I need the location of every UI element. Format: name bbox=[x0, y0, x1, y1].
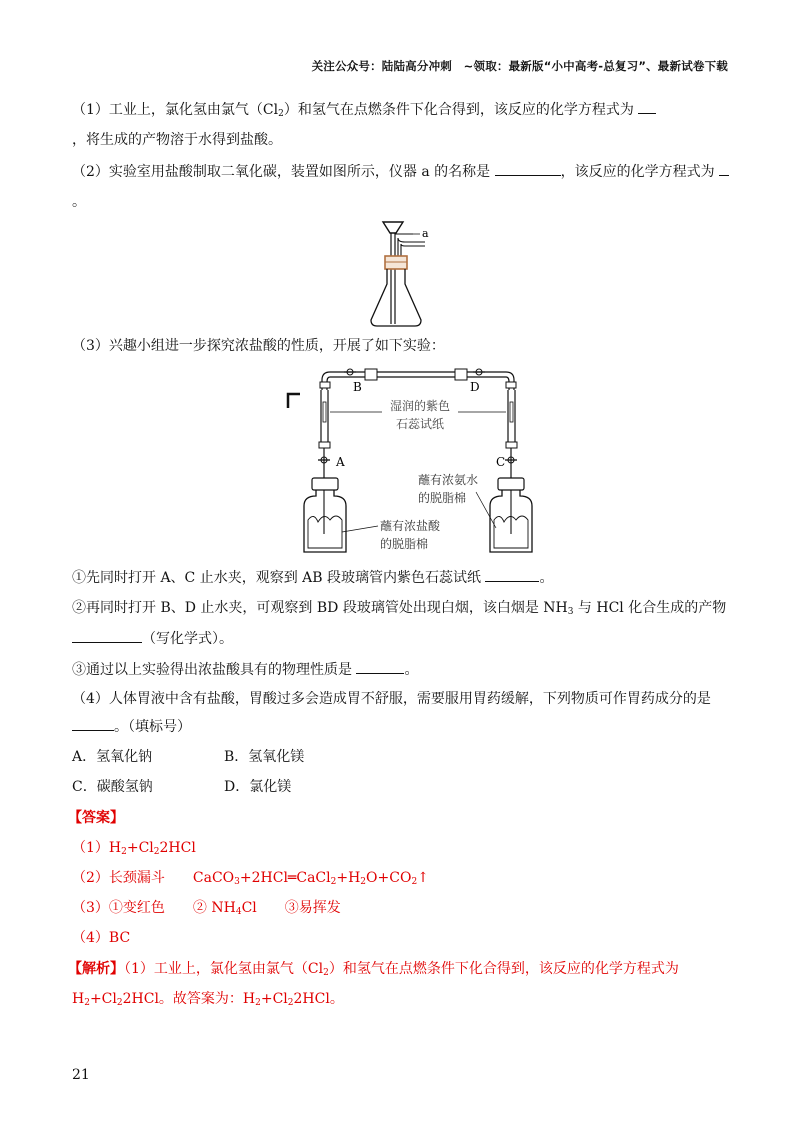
label-A: A bbox=[336, 455, 345, 469]
q1-text-b: ）和氢气在点燃条件下化合得到，该反应的化学方程式为 bbox=[283, 102, 634, 118]
diffusion-experiment-figure bbox=[270, 360, 550, 560]
answer-2-d: O+CO bbox=[366, 870, 412, 886]
answer-2-c: +H bbox=[336, 870, 361, 886]
option-c[interactable]: C．碳酸氢钠 bbox=[72, 779, 153, 795]
subscript: 2 bbox=[330, 877, 337, 887]
option-d[interactable]: D．氯化镁 bbox=[224, 779, 292, 795]
q4-options-row1 bbox=[72, 747, 728, 767]
q2-line2: 。 bbox=[72, 194, 86, 210]
subscript: 2 bbox=[255, 998, 261, 1008]
answer-blank[interactable] bbox=[356, 659, 404, 674]
analysis-line2 bbox=[72, 989, 728, 1009]
answer-blank[interactable] bbox=[495, 161, 561, 176]
hcl-cotton-label-1: 蘸有浓盐酸 bbox=[380, 519, 441, 533]
q3-item3-text: ③通过以上实验得出浓盐酸具有的物理性质是 bbox=[72, 662, 352, 678]
q3-item2-text-c: （写化学式）。 bbox=[142, 631, 233, 647]
paper-label-1: 湿润的紫色 bbox=[389, 399, 451, 413]
q2-line1 bbox=[72, 161, 728, 182]
answer-2 bbox=[72, 868, 728, 888]
subscript: 2 bbox=[116, 998, 123, 1008]
label-a: a bbox=[422, 227, 429, 240]
subscript: 2 bbox=[278, 109, 284, 119]
subscript: 2 bbox=[287, 998, 294, 1008]
q2-text-a: （2）实验室用盐酸制取二氧化碳，装置如图所示，仪器 a 的名称是 bbox=[72, 164, 491, 180]
q3-item2-text-a: ②再同时打开 B、D 止水夹，可观察到 BD 段玻璃管处出现白烟，该白烟是 NH bbox=[72, 600, 568, 616]
page-header: 关注公众号：陆陆高分冲刺 ~领取：最新版“小中高考-总复习”、最新试卷下载 bbox=[311, 59, 728, 73]
answer-1-a: （1）H bbox=[72, 840, 122, 856]
q1-text-a: （1）工业上，氯化氢由氯气（Cl bbox=[72, 102, 279, 118]
paper-label-2: 石蕊试纸 bbox=[395, 417, 445, 431]
bracket-mark bbox=[288, 394, 300, 408]
label-C: C bbox=[496, 455, 506, 469]
answer-2-a: （2）长颈漏斗 CaCO bbox=[72, 870, 235, 886]
period: 。 bbox=[404, 662, 419, 678]
q1-line2: ，将生成的产物溶于水得到盐酸。 bbox=[72, 132, 282, 148]
answer-blank[interactable] bbox=[72, 628, 142, 643]
analysis-text-a: （1）工业上，氯化氢由氯气（Cl bbox=[124, 961, 324, 977]
subscript: 2 bbox=[153, 847, 160, 857]
answer-1-b: +Cl bbox=[126, 840, 154, 856]
analysis-l2-c: 2HCl。故答案为：H bbox=[122, 991, 256, 1007]
subscript: 4 bbox=[235, 907, 242, 917]
answer-blank[interactable] bbox=[638, 99, 656, 114]
analysis-l2-a: H bbox=[72, 991, 85, 1007]
q3-intro: （3）兴趣小组进一步探究浓盐酸的性质，开展了如下实验： bbox=[72, 338, 445, 354]
q4-text-b: 。（填标号） bbox=[114, 719, 191, 735]
option-b[interactable]: B．氢氧化镁 bbox=[224, 749, 305, 765]
answer-1 bbox=[72, 838, 728, 858]
q1-line1 bbox=[72, 99, 728, 120]
subscript: 2 bbox=[411, 877, 418, 887]
answer-blank[interactable] bbox=[485, 567, 539, 582]
ammonia-cotton-label-1: 蘸有浓氨水 bbox=[418, 473, 479, 487]
q2-text-b: ，该反应的化学方程式为 bbox=[560, 164, 715, 180]
q4-options-row2 bbox=[72, 777, 728, 797]
answer-2-e: ↑ bbox=[417, 870, 429, 886]
subscript: 2 bbox=[84, 998, 90, 1008]
subscript: 2 bbox=[360, 877, 367, 887]
answer-3-a: （3）①变红色 ② NH bbox=[72, 900, 236, 916]
answer-blank[interactable] bbox=[72, 716, 114, 731]
period: 。 bbox=[539, 570, 554, 586]
analysis-line1 bbox=[68, 959, 728, 979]
flask-apparatus-figure bbox=[365, 216, 445, 332]
q4-line1: （4）人体胃液中含有盐酸，胃酸过多会造成胃不舒服，需要服用胃药缓解，下列物质可作胃药成分的是 bbox=[72, 691, 711, 707]
answer-3-b: Cl ③易挥发 bbox=[241, 900, 341, 916]
answer-blank[interactable] bbox=[719, 161, 729, 176]
option-a[interactable]: A．氢氧化钠 bbox=[72, 749, 153, 765]
q3-item2-line1 bbox=[72, 598, 728, 618]
hcl-cotton-label-2: 的脱脂棉 bbox=[380, 537, 429, 551]
subscript: 2 bbox=[121, 847, 127, 857]
q3-item1-text: ①先同时打开 A、C 止水夹，观察到 AB 段玻璃管内紫色石蕊试纸 bbox=[72, 570, 482, 586]
answer-4: （4）BC bbox=[72, 930, 131, 946]
label-B: B bbox=[353, 380, 362, 394]
answer-title: 【答案】 bbox=[68, 810, 124, 826]
analysis-l2-e: 2HCl。 bbox=[293, 991, 344, 1007]
label-D: D bbox=[470, 380, 480, 394]
analysis-title: 【解析】 bbox=[68, 961, 124, 977]
page-number: 21 bbox=[72, 1067, 90, 1083]
q3-item3 bbox=[72, 659, 728, 680]
analysis-l2-b: +Cl bbox=[89, 991, 117, 1007]
answer-1-c: 2HCl bbox=[159, 840, 196, 856]
subscript: 2 bbox=[323, 968, 329, 978]
ammonia-cotton-label-2: 的脱脂棉 bbox=[418, 491, 467, 505]
subscript: 3 bbox=[234, 877, 240, 887]
answer-2-b: +2HCl═CaCl bbox=[239, 870, 331, 886]
q3-item2-text-b: 与 HCl 化合生成的产物 bbox=[573, 600, 727, 616]
q3-item2-line2 bbox=[72, 628, 728, 649]
q4-line2 bbox=[72, 716, 728, 737]
q3-item1 bbox=[72, 567, 728, 588]
analysis-l2-d: +Cl bbox=[260, 991, 288, 1007]
subscript: 3 bbox=[567, 607, 574, 617]
analysis-text-b: ）和氢气在点燃条件下化合得到，该反应的化学方程式为 bbox=[328, 961, 679, 977]
answer-3 bbox=[72, 898, 728, 918]
